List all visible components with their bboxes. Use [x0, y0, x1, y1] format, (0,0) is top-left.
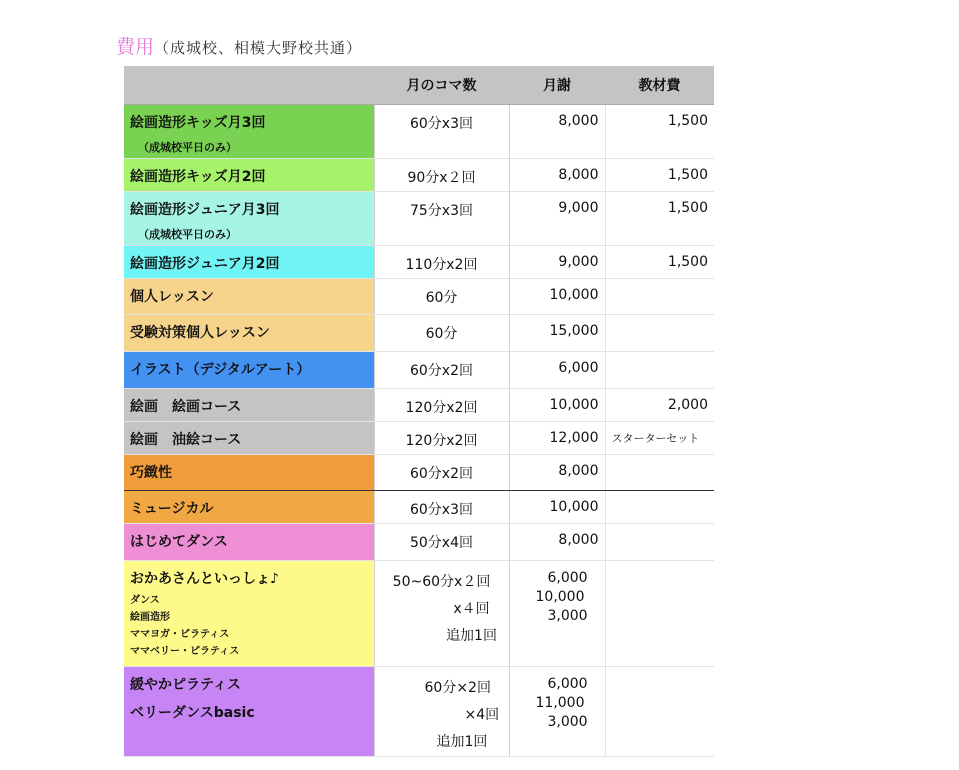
- material-cell: [605, 523, 714, 560]
- course-name: 絵画造形キッズ月2回: [124, 158, 374, 191]
- table-row: [124, 560, 714, 666]
- table-row: [124, 278, 714, 314]
- koma-cell: 60分x3回: [374, 104, 509, 158]
- table-row: [124, 388, 714, 421]
- header-material: 教材費: [605, 66, 714, 104]
- koma-cell: 50~60分x２回 x４回 追加1回: [374, 560, 509, 666]
- material-cell: 2,000: [605, 388, 714, 421]
- table-row: [124, 421, 714, 454]
- fee-cell: 9,000: [509, 191, 605, 245]
- course-name: 絵画 絵画コース: [124, 388, 374, 421]
- course-name: 個人レッスン: [124, 278, 374, 314]
- table-row: [124, 314, 714, 351]
- material-cell: 1,500: [605, 191, 714, 245]
- header-koma: 月のコマ数: [374, 66, 509, 104]
- material-cell: [605, 351, 714, 388]
- table-row: [124, 191, 714, 245]
- koma-cell: 60分x3回: [374, 490, 509, 523]
- table-row: [124, 245, 714, 278]
- fee-cell: 10,000: [509, 278, 605, 314]
- fee-cell: 6,000: [509, 351, 605, 388]
- course-name: イラスト（デジタルアート）: [124, 351, 374, 388]
- material-cell: スターターセット: [605, 421, 714, 454]
- koma-cell: 60分: [374, 314, 509, 351]
- title-sub: （成城校、相模大野校共通）: [154, 39, 363, 57]
- course-note: （成城校平日のみ）: [138, 140, 237, 154]
- course-name: 絵画造形ジュニア月2回: [124, 245, 374, 278]
- fee-cell: 15,000: [509, 314, 605, 351]
- fee-cell: 8,000: [509, 104, 605, 158]
- course-name: 絵画造形キッズ月3回 （成城校平日のみ）: [124, 104, 374, 158]
- fee-cell: 12,000: [509, 421, 605, 454]
- fee-cell: 6,000 11,000 3,000: [509, 666, 605, 756]
- fee-cell: 9,000: [509, 245, 605, 278]
- course-name: 受験対策個人レッスン: [124, 314, 374, 351]
- material-cell: [605, 560, 714, 666]
- fee-cell: 10,000: [509, 388, 605, 421]
- sub-course: 絵画造形: [130, 611, 170, 623]
- koma-cell: 110分x2回: [374, 245, 509, 278]
- course-name: おかあさんといっしょ♪ ダンス 絵画造形 ママヨガ・ピラティス ママベリー・ピラティス: [124, 560, 374, 666]
- fee-cell: 6,000 10,000 3,000: [509, 560, 605, 666]
- header-course: [124, 66, 374, 104]
- table-row: [124, 351, 714, 388]
- sub-course: ダンス: [130, 594, 160, 606]
- course-name: 絵画造形ジュニア月3回 （成城校平日のみ）: [124, 191, 374, 245]
- course-name-2: ベリーダンスbasic: [130, 704, 255, 721]
- table-row: [124, 104, 714, 158]
- material-cell: [605, 666, 714, 756]
- course-name: 緩やかピラティス ベリーダンスbasic: [124, 666, 374, 756]
- table-row: [124, 158, 714, 191]
- fee-table: [124, 66, 714, 757]
- fee-cell: 8,000: [509, 454, 605, 490]
- page-title: [116, 32, 362, 59]
- sub-course: ママベリー・ピラティス: [130, 645, 240, 657]
- table-row: [124, 454, 714, 490]
- material-cell: 1,500: [605, 104, 714, 158]
- course-name: 巧緻性: [124, 454, 374, 490]
- course-name: 絵画 油絵コース: [124, 421, 374, 454]
- fee-cell: 8,000: [509, 523, 605, 560]
- material-cell: [605, 314, 714, 351]
- koma-cell: 60分x2回: [374, 351, 509, 388]
- koma-cell: 60分: [374, 278, 509, 314]
- table-row: [124, 490, 714, 523]
- sub-course: ママヨガ・ピラティス: [130, 628, 230, 640]
- material-cell: [605, 278, 714, 314]
- table-header-row: [124, 66, 714, 104]
- course-note: （成城校平日のみ）: [138, 227, 237, 241]
- koma-cell: 120分x2回: [374, 421, 509, 454]
- fee-cell: 10,000: [509, 490, 605, 523]
- koma-cell: 90分x２回: [374, 158, 509, 191]
- koma-cell: 120分x2回: [374, 388, 509, 421]
- title-main: 費用: [116, 36, 155, 58]
- koma-cell: 50分x4回: [374, 523, 509, 560]
- koma-cell: 60分×2回 ×4回 追加1回: [374, 666, 509, 756]
- header-fee: 月謝: [509, 66, 605, 104]
- material-cell: [605, 454, 714, 490]
- table-row: [124, 523, 714, 560]
- fee-cell: 8,000: [509, 158, 605, 191]
- course-name: はじめてダンス: [124, 523, 374, 560]
- course-name: ミュージカル: [124, 490, 374, 523]
- material-cell: 1,500: [605, 158, 714, 191]
- koma-cell: 75分x3回: [374, 191, 509, 245]
- sub-course-list: [130, 592, 374, 660]
- material-cell: [605, 490, 714, 523]
- table-row: [124, 666, 714, 756]
- material-cell: 1,500: [605, 245, 714, 278]
- koma-cell: 60分x2回: [374, 454, 509, 490]
